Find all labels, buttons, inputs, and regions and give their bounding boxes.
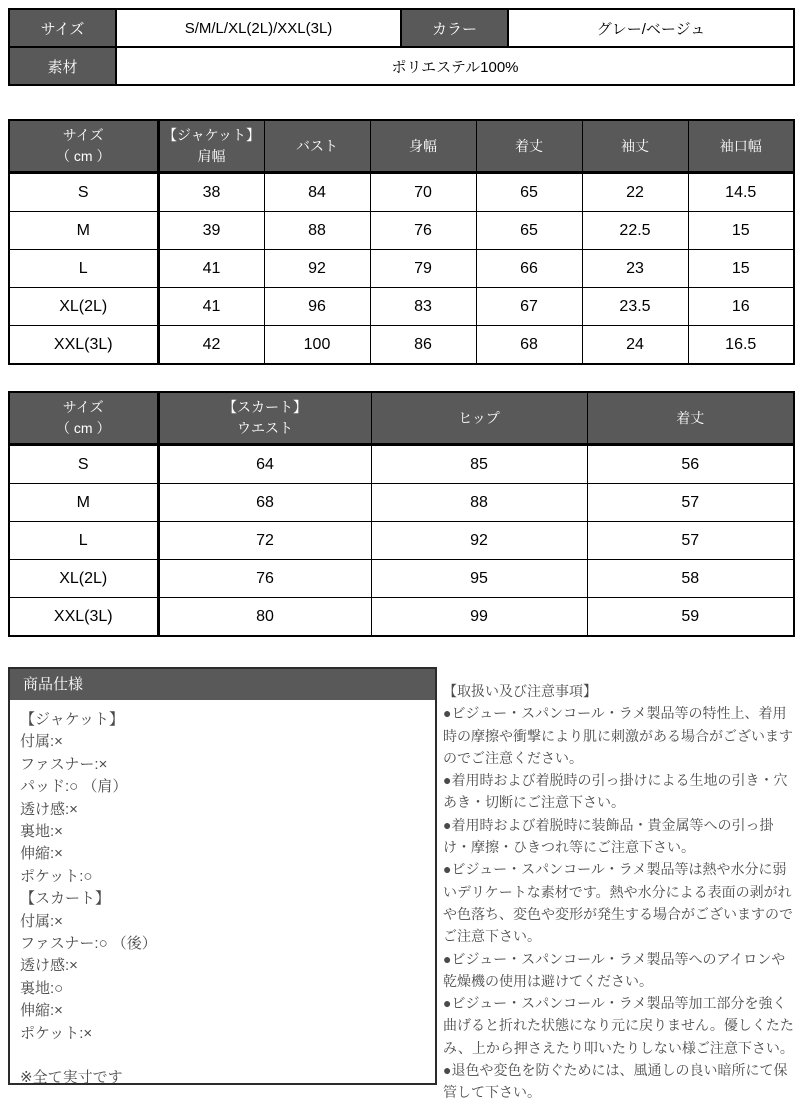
table-row: XXL(3L) 80 99 59 [9,598,794,637]
sleeve-length-header: 袖丈 [582,120,688,173]
table-row: S 64 85 56 [9,445,794,484]
spec-line: 透け感:× [20,957,78,975]
material-label-cell: 素材 [9,47,116,85]
spec-line: 透け感:× [20,800,78,818]
handling-note-item: ●ビジュー・スパンコール・ラメ製品等は熱や水分に弱いデリケートな素材です。熱や水分による表面の剥がれや色落ち、変色や変形が発生する場合がございますのでご注意下さい。 [443,861,793,945]
color-value-cell: グレー/ベージュ [508,9,794,47]
table-header-row [9,392,794,445]
spec-line: 付属:× [20,912,63,930]
handling-notes-title: 【取扱い及び注意事項】 [443,683,597,699]
spec-line: 伸縮:× [20,1002,63,1020]
jacket-size-table [8,119,795,365]
spec-line: 裏地:○ [20,979,64,997]
product-spec-title: 商品仕様 [10,669,435,700]
handling-note-item: ●着用時および着脱時の引っ掛けによる生地の引き・穴あき・切断にご注意下さい。 [443,772,788,811]
material-value-cell: ポリエステル100% [116,47,794,85]
length-header: 着丈 [476,120,582,173]
spec-line: 【スカート】 [20,890,111,908]
table-row: M 68 88 57 [9,484,794,522]
spec-line: 裏地:× [20,823,63,841]
handling-notes [443,667,795,1104]
bust-header: バスト [264,120,370,173]
color-label-cell: カラー [401,9,508,47]
spec-line: 【ジャケット】 [20,711,124,728]
table-row: S 38 84 70 65 22 14.5 [9,173,794,212]
size-value-cell: S/M/L/XL(2L)/XXL(3L) [116,9,401,47]
spacer [8,86,795,119]
info-table [8,8,795,86]
size-cm-header: サイズ （ cm ） [9,120,158,173]
spec-line: ポケット:× [20,1024,93,1042]
size-label-cell: サイズ [9,9,116,47]
handling-note-item: ●ビジュー・スパンコール・ラメ製品等加工部分を強く曲げると折れた状態になり元に戻りません。優しくたたみ、上から押さえたり叩いたりしない様ご注意下さい。 [443,995,794,1056]
product-spec-body [10,700,435,1090]
handling-note-item: ●退色や変色を防ぐためには、風通しの良い暗所にて保管して下さい。 [443,1062,788,1101]
spacer [8,637,795,667]
spec-line: 伸縮:× [20,845,63,863]
table-row: L 72 92 57 [9,522,794,560]
table-row: XL(2L) 76 95 58 [9,560,794,598]
table-row [9,47,794,85]
spec-line: ポケット:○ [20,867,93,885]
spacer [20,1045,423,1067]
spec-line: ファスナー:○ （後） [20,935,157,953]
spacer [8,365,795,391]
table-row: XL(2L) 41 96 83 67 23.5 16 [9,288,794,326]
handling-note-item: ●着用時および着脱時に装飾品・貴金属等への引っ掛け・摩擦・ひきつれ等にご注意下さい。 [443,816,774,856]
cuff-width-header: 袖口幅 [688,120,794,173]
table-row: M 39 88 76 65 22.5 15 [9,212,794,250]
spec-footnote: ※全て実寸です [20,1069,123,1087]
handling-note-item: ●ビジュー・スパンコール・ラメ製品等の特性上、着用時の摩擦や衝撃により肌に刺激がある場合がございますのでご注意ください。 [443,705,793,766]
handling-note-item: ●ビジュー・スパンコール・ラメ製品等へのアイロンや乾燥機の使用は避けてください。 [443,950,786,989]
shoulder-width-header: 【ジャケット】 肩幅 [158,120,264,173]
bottom-section [8,667,795,1104]
table-row: L 41 92 79 66 23 15 [9,250,794,288]
table-header-row [9,120,794,173]
spec-line: パッド:○ （肩） [20,778,128,796]
body-width-header: 身幅 [370,120,476,173]
size-cm-header: サイズ （ cm ） [9,392,158,445]
product-spec-box [8,667,437,1085]
spec-line: ファスナー:× [20,755,108,773]
length-header: 着丈 [587,392,794,445]
waist-header: 【スカート】 ウエスト [158,392,371,445]
table-row: XXL(3L) 42 100 86 68 24 16.5 [9,326,794,365]
skirt-size-table [8,391,795,637]
spec-line: 付属:× [20,733,63,751]
hip-header: ヒップ [371,392,587,445]
table-row [9,9,794,47]
